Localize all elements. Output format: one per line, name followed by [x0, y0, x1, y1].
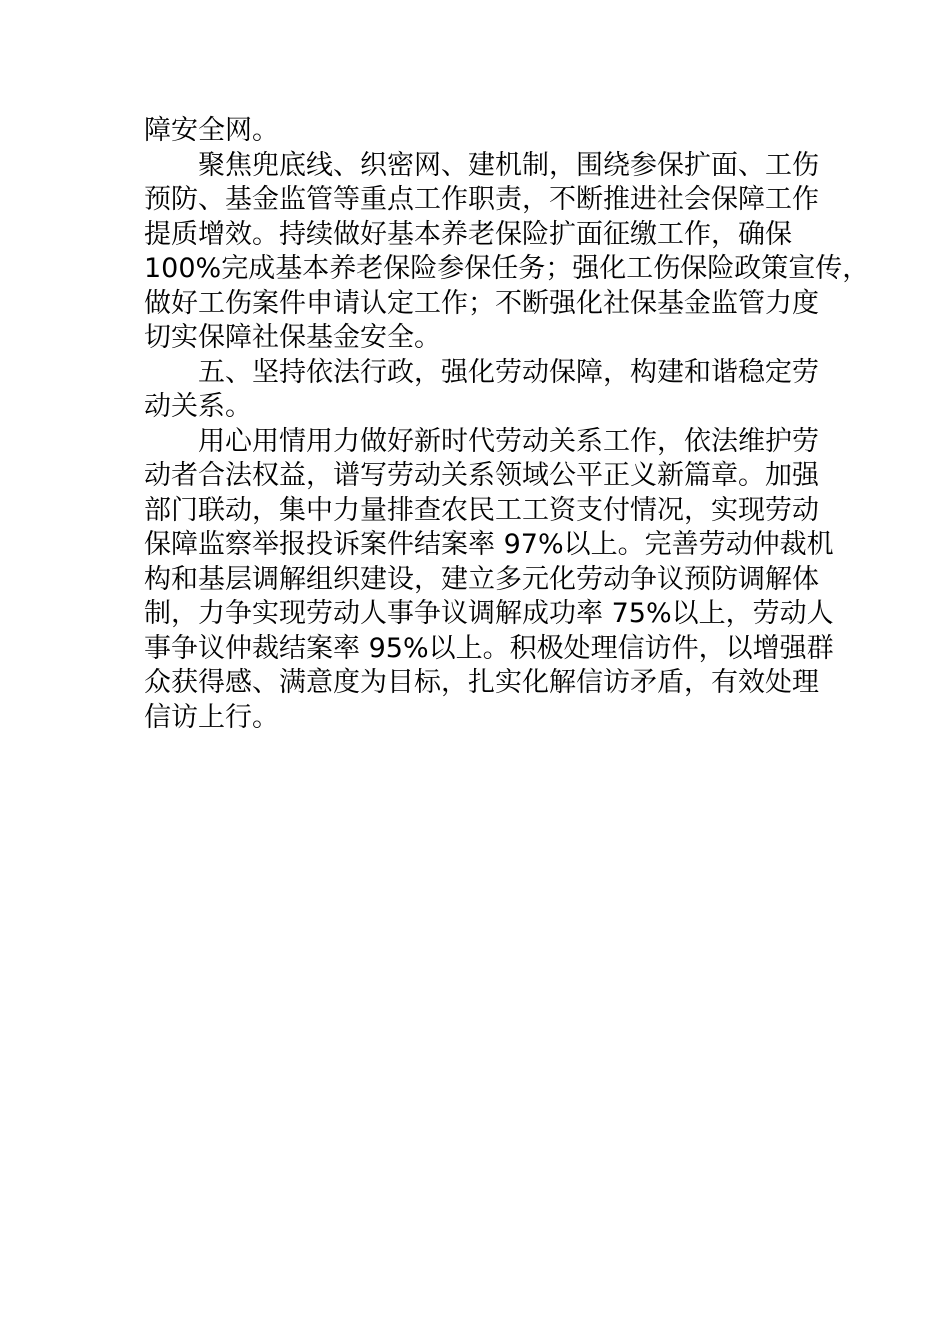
text-line: 构和基层调解组织建设，建立多元化劳动争议预防调解体	[144, 563, 819, 595]
text-line: 事争议仲裁结案率 95%以上。积极处理信访件，以增强群	[144, 632, 834, 664]
text-line: 部门联动，集中力量排查农民工工资支付情况，实现劳动	[144, 494, 819, 526]
text-line: 预防、基金监管等重点工作职责，不断推进社会保障工作	[144, 184, 819, 215]
text-line: 保障监察举报投诉案件结案率 97%以上。完善劳动仲裁机	[144, 529, 834, 560]
text-line: 做好工伤案件申请认定工作；不断强化社保基金监管力度	[144, 287, 819, 319]
text-line: 制，力争实现劳动人事争议调解成功率 75%以上，劳动人	[144, 598, 834, 629]
text-line: 100%完成基本养老保险参保任务；强化工伤保险政策宣传，	[144, 253, 870, 284]
text-line: 信访上行。	[144, 701, 279, 733]
text-line: 众获得感、满意度为目标，扎实化解信访矛盾，有效处理	[144, 667, 819, 698]
text-line: 动者合法权益，谱写劳动关系领域公平正义新篇章。加强	[144, 460, 819, 491]
text-line: 切实保障社保基金安全。	[144, 322, 441, 353]
text-line: 提质增效。持续做好基本养老保险扩面征缴工作，确保	[144, 218, 792, 250]
section-heading-line: 五、坚持依法行政，强化劳动保障，构建和谐稳定劳	[198, 356, 819, 388]
section-heading-line: 动关系。	[144, 391, 252, 422]
text-line: 障安全网。	[144, 115, 279, 146]
document-body	[144, 114, 870, 735]
paragraph-start-line: 用心用情用力做好新时代劳动关系工作，依法维护劳	[198, 425, 819, 457]
paragraph-start-line: 聚焦兜底线、织密网、建机制，围绕参保扩面、工伤	[198, 149, 819, 181]
